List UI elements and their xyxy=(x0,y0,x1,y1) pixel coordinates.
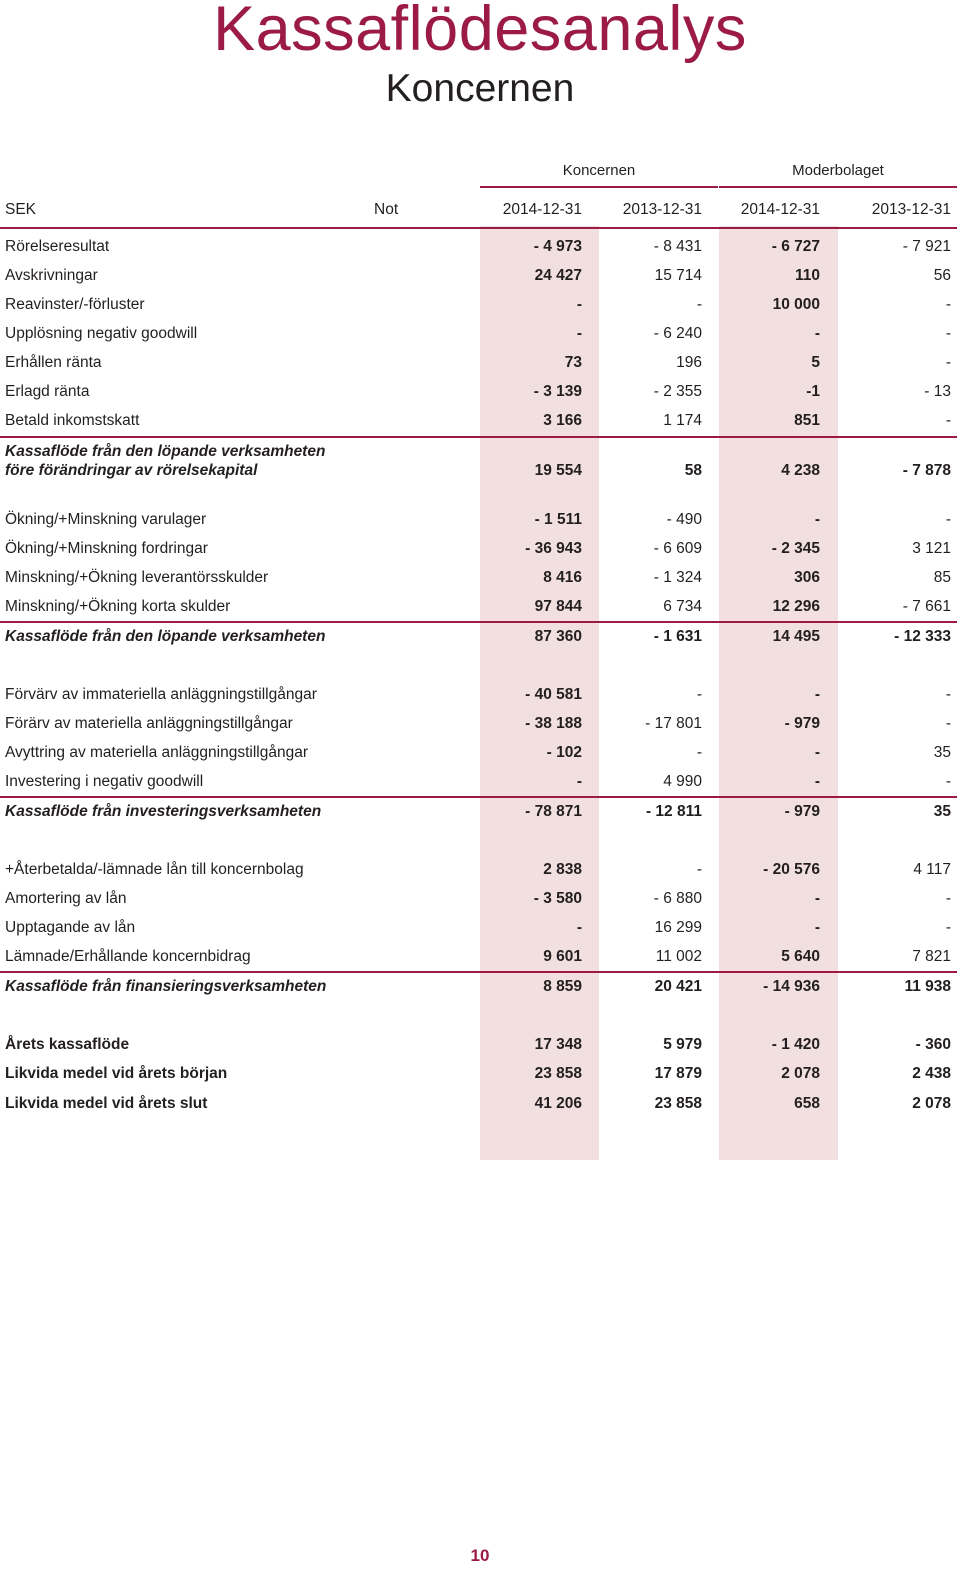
row-label: Erlagd ränta xyxy=(5,383,90,400)
row-label: Erhållen ränta xyxy=(5,354,102,371)
subtotal-row xyxy=(0,437,957,483)
cell-moderbolaget-2013: - xyxy=(945,325,951,342)
cell-moderbolaget-2013: - 360 xyxy=(915,1036,951,1053)
row-label: Årets kassaflöde xyxy=(5,1036,130,1053)
group-header-koncernen: Koncernen xyxy=(562,162,636,179)
cell-moderbolaget-2014: - 1 420 xyxy=(771,1036,820,1053)
cell-koncernen-2013: 17 879 xyxy=(654,1065,702,1082)
row-label: Kassaflöde från finansieringsverksamheten xyxy=(5,978,327,995)
cell-moderbolaget-2014: -1 xyxy=(806,383,820,400)
cell-koncernen-2014: 19 554 xyxy=(534,462,582,479)
group-header-moderbolaget: Moderbolaget xyxy=(792,162,884,179)
cell-moderbolaget-2014: 5 xyxy=(811,354,820,371)
cell-moderbolaget-2014: - 979 xyxy=(784,715,820,732)
cell-moderbolaget-2014: 5 640 xyxy=(781,948,820,965)
cell-koncernen-2014: 8 859 xyxy=(543,978,582,995)
cell-koncernen-2013: - xyxy=(696,686,702,703)
cell-koncernen-2014: - 3 580 xyxy=(533,890,582,907)
cell-moderbolaget-2014: - xyxy=(814,325,820,342)
cell-moderbolaget-2014: 110 xyxy=(794,267,820,284)
row-label: Avyttring av materiella anläggningstillgångar xyxy=(5,744,308,761)
header-koncernen-2013: 2013-12-31 xyxy=(622,201,702,218)
row-label-line-2: före förändringar av rörelsekapital xyxy=(5,462,258,479)
table-row xyxy=(0,855,957,884)
cell-koncernen-2014: - xyxy=(576,919,582,936)
row-label: Minskning/+Ökning korta skulder xyxy=(5,598,231,615)
cell-koncernen-2013: 4 990 xyxy=(663,773,702,790)
cell-moderbolaget-2014: - xyxy=(814,773,820,790)
cell-koncernen-2014: 41 206 xyxy=(534,1095,582,1112)
cell-moderbolaget-2013: - xyxy=(945,354,951,371)
cell-moderbolaget-2014: 2 078 xyxy=(781,1065,820,1082)
table-row xyxy=(0,348,957,377)
table-row xyxy=(0,377,957,406)
cell-koncernen-2013: - 6 880 xyxy=(653,890,702,907)
cell-koncernen-2014: - 3 139 xyxy=(533,383,582,400)
cell-moderbolaget-2014: - xyxy=(814,890,820,907)
table-row xyxy=(0,261,957,290)
cell-koncernen-2013: - xyxy=(696,744,702,761)
cell-moderbolaget-2013: - 7 661 xyxy=(902,598,951,615)
cell-koncernen-2014: - 78 871 xyxy=(525,803,582,820)
table-row xyxy=(0,290,957,319)
cell-koncernen-2013: - 6 609 xyxy=(653,540,702,557)
cell-moderbolaget-2013: - xyxy=(945,773,951,790)
cell-koncernen-2014: 3 166 xyxy=(543,412,582,429)
row-label: Ökning/+Minskning varulager xyxy=(5,511,207,528)
cell-moderbolaget-2014: 658 xyxy=(794,1095,820,1112)
cell-moderbolaget-2013: 11 938 xyxy=(904,978,951,995)
cell-koncernen-2013: - 17 801 xyxy=(645,715,702,732)
cell-moderbolaget-2013: - xyxy=(945,511,951,528)
cell-moderbolaget-2014: 12 296 xyxy=(772,598,820,615)
cell-moderbolaget-2013: - xyxy=(945,715,951,732)
cell-moderbolaget-2014: 306 xyxy=(794,569,820,586)
cell-moderbolaget-2013: - 13 xyxy=(924,383,951,400)
cell-koncernen-2014: - 38 188 xyxy=(525,715,582,732)
cell-koncernen-2014: - 1 511 xyxy=(534,511,582,528)
cell-koncernen-2014: - xyxy=(576,296,582,313)
cell-moderbolaget-2013: 35 xyxy=(933,803,951,820)
cell-koncernen-2013: - 1 631 xyxy=(653,628,702,645)
table-row xyxy=(0,563,957,592)
cell-koncernen-2014: - 102 xyxy=(546,744,582,761)
row-label: Upptagande av lån xyxy=(5,919,136,936)
cell-koncernen-2014: 17 348 xyxy=(534,1036,582,1053)
cell-koncernen-2014: - xyxy=(576,325,582,342)
cell-koncernen-2013: - 2 355 xyxy=(653,383,702,400)
table-row xyxy=(0,738,957,767)
cell-moderbolaget-2014: - 20 576 xyxy=(763,861,820,878)
row-label: Rörelseresultat xyxy=(5,238,110,255)
cell-moderbolaget-2013: - 12 333 xyxy=(894,628,951,645)
cell-moderbolaget-2014: 14 495 xyxy=(772,628,820,645)
cell-moderbolaget-2013: - xyxy=(945,890,951,907)
cell-koncernen-2014: 73 xyxy=(564,354,582,371)
cell-moderbolaget-2013: - 7 878 xyxy=(902,462,951,479)
cell-moderbolaget-2013: 4 117 xyxy=(913,861,951,878)
header-not: Not xyxy=(374,201,399,218)
cell-koncernen-2013: 15 714 xyxy=(654,267,702,284)
cell-moderbolaget-2013: 7 821 xyxy=(912,948,951,965)
row-label: Förvärv av immateriella anläggningstillgångar xyxy=(5,686,317,703)
cell-koncernen-2013: 11 002 xyxy=(655,948,702,965)
cell-koncernen-2013: 20 421 xyxy=(654,978,702,995)
table-row xyxy=(0,942,957,971)
row-label: Investering i negativ goodwill xyxy=(5,773,204,790)
total-row xyxy=(0,1089,957,1118)
row-label: Kassaflöde från den löpande verksamheten xyxy=(5,628,326,645)
table-row xyxy=(0,767,957,796)
header-moderbolaget-2014: 2014-12-31 xyxy=(740,201,820,218)
page-subtitle: Koncernen xyxy=(385,67,575,110)
row-label: Lämnade/Erhållande koncernbidrag xyxy=(5,948,251,965)
row-label: Amortering av lån xyxy=(5,890,127,907)
cell-koncernen-2013: 16 299 xyxy=(654,919,702,936)
cell-koncernen-2014: 23 858 xyxy=(534,1065,582,1082)
cell-koncernen-2014: 97 844 xyxy=(534,598,582,615)
cell-koncernen-2014: 9 601 xyxy=(543,948,582,965)
row-label: Kassaflöde från investeringsverksamheten xyxy=(5,803,322,820)
cell-koncernen-2014: 2 838 xyxy=(543,861,582,878)
subtotal-row xyxy=(0,972,957,1001)
cell-moderbolaget-2013: - xyxy=(945,296,951,313)
cell-koncernen-2013: - xyxy=(696,861,702,878)
cell-moderbolaget-2014: - xyxy=(814,686,820,703)
table-row xyxy=(0,534,957,563)
row-label: Upplösning negativ goodwill xyxy=(5,325,198,342)
header-divider xyxy=(0,227,957,229)
header-sek: SEK xyxy=(5,201,37,218)
cell-koncernen-2014: 24 427 xyxy=(534,267,582,284)
cell-moderbolaget-2014: - 2 345 xyxy=(771,540,820,557)
cell-koncernen-2014: 87 360 xyxy=(534,628,582,645)
cell-moderbolaget-2013: 2 438 xyxy=(912,1065,951,1082)
cell-moderbolaget-2014: 851 xyxy=(794,412,820,429)
total-row xyxy=(0,1059,957,1088)
group-divider-koncernen xyxy=(480,186,718,188)
cell-koncernen-2013: 196 xyxy=(676,354,702,371)
cell-moderbolaget-2013: - xyxy=(945,686,951,703)
table-row xyxy=(0,232,957,261)
row-label: Likvida medel vid årets slut xyxy=(5,1095,208,1112)
row-label xyxy=(5,442,325,480)
cell-moderbolaget-2014: - 6 727 xyxy=(771,238,820,255)
cell-moderbolaget-2013: 3 121 xyxy=(912,540,951,557)
table-row xyxy=(0,592,957,621)
cell-koncernen-2014: 8 416 xyxy=(543,569,582,586)
group-divider-moderbolaget xyxy=(719,186,957,188)
cell-moderbolaget-2014: - 14 936 xyxy=(763,978,820,995)
cell-koncernen-2013: - 1 324 xyxy=(653,569,702,586)
table-row xyxy=(0,406,957,435)
table-row xyxy=(0,709,957,738)
header-koncernen-2014: 2014-12-31 xyxy=(502,201,582,218)
cell-koncernen-2013: - 6 240 xyxy=(653,325,702,342)
table-row xyxy=(0,680,957,709)
cell-koncernen-2013: - 8 431 xyxy=(653,238,702,255)
cell-moderbolaget-2013: 35 xyxy=(933,744,951,761)
cell-moderbolaget-2013: 85 xyxy=(933,569,951,586)
table-row xyxy=(0,505,957,534)
row-label: Förärv av materiella anläggningstillgångar xyxy=(5,715,293,732)
cell-koncernen-2013: - xyxy=(696,296,702,313)
cell-moderbolaget-2013: 56 xyxy=(933,267,951,284)
row-label: Avskrivningar xyxy=(5,267,98,284)
cell-koncernen-2013: 5 979 xyxy=(663,1036,702,1053)
row-label-line-1: Kassaflöde från den löpande verksamheten xyxy=(5,443,326,460)
total-row xyxy=(0,1030,957,1059)
cell-koncernen-2013: - 490 xyxy=(666,511,702,528)
cell-moderbolaget-2013: 2 078 xyxy=(912,1095,951,1112)
cell-koncernen-2014: - 4 973 xyxy=(533,238,582,255)
cell-moderbolaget-2014: 10 000 xyxy=(772,296,820,313)
cell-koncernen-2013: 58 xyxy=(684,462,702,479)
cell-moderbolaget-2014: - 979 xyxy=(784,803,820,820)
table-row xyxy=(0,884,957,913)
header-moderbolaget-2013: 2013-12-31 xyxy=(871,201,951,218)
cell-moderbolaget-2013: - xyxy=(945,919,951,936)
table-row xyxy=(0,913,957,942)
row-label: Minskning/+Ökning leverantörsskulder xyxy=(5,569,269,586)
cell-koncernen-2014: - xyxy=(576,773,582,790)
table-header-row xyxy=(0,196,957,224)
row-label: Betald inkomstskatt xyxy=(5,412,140,429)
cell-koncernen-2014: - 40 581 xyxy=(525,686,582,703)
page-title: Kassaflödesanalys xyxy=(213,0,747,64)
page-number: 10 xyxy=(470,1546,490,1565)
subtotal-row xyxy=(0,622,957,651)
cell-moderbolaget-2013: - 7 921 xyxy=(902,238,951,255)
cell-koncernen-2013: 23 858 xyxy=(654,1095,702,1112)
cell-koncernen-2013: 1 174 xyxy=(663,412,702,429)
cell-koncernen-2013: - 12 811 xyxy=(645,803,702,820)
cell-moderbolaget-2014: - xyxy=(814,919,820,936)
cell-moderbolaget-2014: - xyxy=(814,511,820,528)
row-label: Likvida medel vid årets början xyxy=(5,1065,228,1082)
cell-koncernen-2014: - 36 943 xyxy=(525,540,582,557)
table-row xyxy=(0,319,957,348)
cell-koncernen-2013: 6 734 xyxy=(663,598,702,615)
cell-moderbolaget-2014: - xyxy=(814,744,820,761)
subtotal-row xyxy=(0,797,957,826)
row-label: Ökning/+Minskning fordringar xyxy=(5,540,208,557)
row-label: Reavinster/-förluster xyxy=(5,296,145,313)
cell-moderbolaget-2014: 4 238 xyxy=(781,462,820,479)
row-label: +Återbetalda/-lämnade lån till koncernbolag xyxy=(5,861,304,878)
cell-moderbolaget-2013: - xyxy=(945,412,951,429)
